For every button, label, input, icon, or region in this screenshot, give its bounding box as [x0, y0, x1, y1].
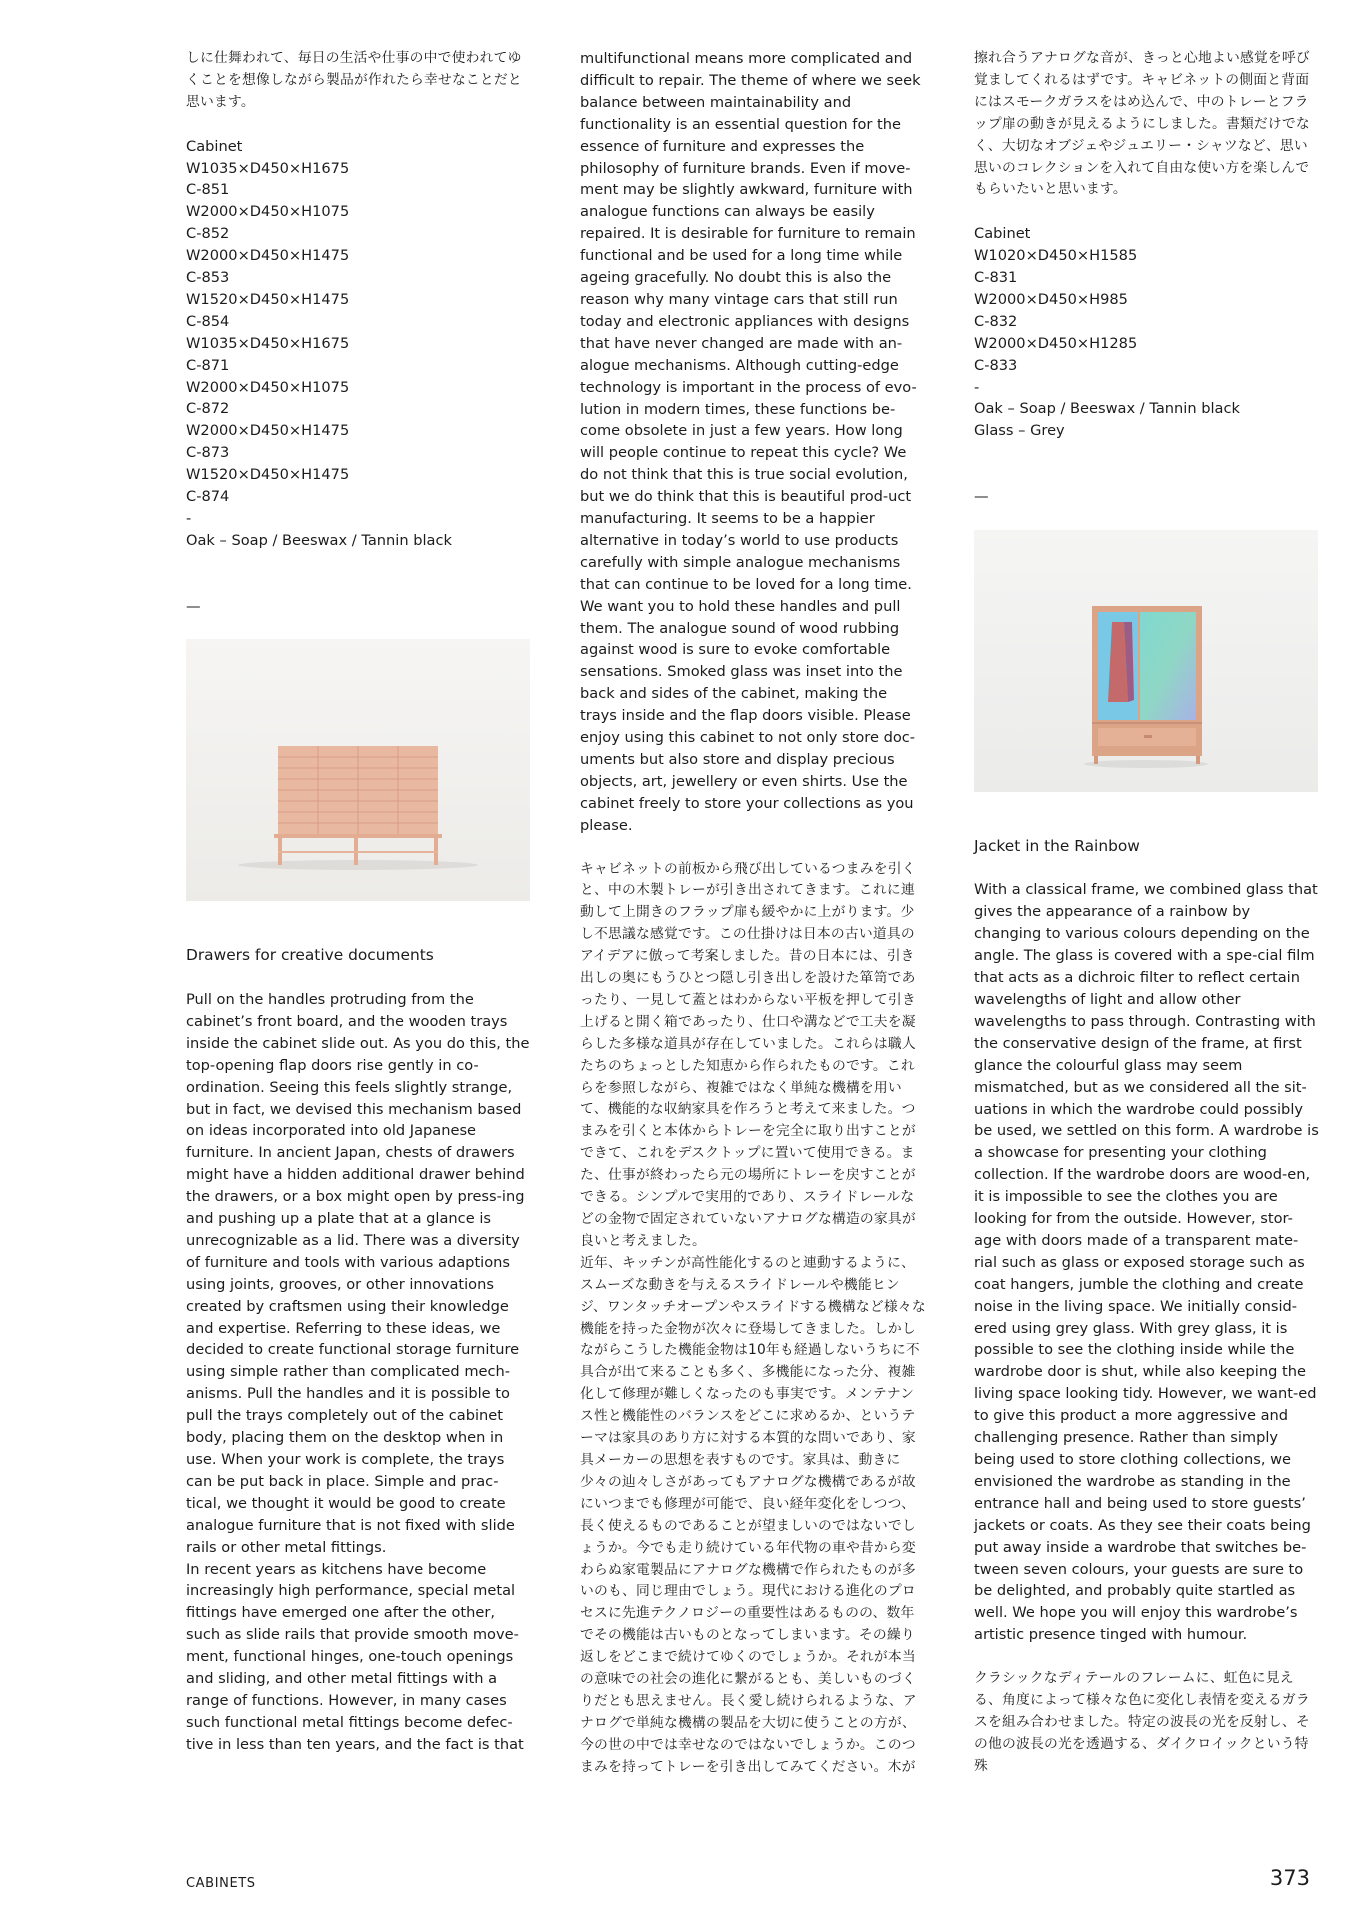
rainbow-wardrobe-illustration	[974, 530, 1318, 792]
spec-list-wardrobe: Cabinet W1020×D450×H1585 C-831 W2000×D450×H985 C-832 W2000×D450×H1285 C-833 - Oak – Soap / Beeswax / Tannin black Glass – Grey	[974, 225, 1240, 440]
drawers-body-text: Pull on the handles protruding from the cabinet’s front board, and the wooden trays inside the cabinet slide out. As you do this, the top-opening flap doors rise gently in co-ordination. Seeing this feels slightly strange, but in fact, we devised this mechanism based on ideas incorporated into old Japanese furniture. In ancient Japan, chests of drawers might have a hidden additional drawer behind the drawers, or a box might open by press-ing and pushing up a plate that at a glance is unrecognizable as a lid. There was a diversity of furniture and tools with various adaptions using joints, grooves, or other innovations created by craftsmen using their knowledge and expertise. Referring to these ideas, we decided to create functional storage furniture using simple rather than complicated mech-anisms. Pull the handles and it is possible to pull the trays completely out of the cabinet body, placing them on the desktop when in use. When your work is complete, the trays can be put back in place. Simple and prac-tical, we thought it would be good to create analogue furniture that is not fixed with slide rails or other metal fittings.	[186, 990, 530, 1556]
drawers-body-continued: multifunctional means more complicated and difficult to repair. The theme of where we seek balance between maintainability and functionality is an essential question for the essence of furniture and expresses the philosophy of furniture brands. Even if move-ment may be slightly awkward, furniture with analogue functions can always be easily repaired. It is desirable for furniture to remain functional and be used for a long time while ageing gracefully. No doubt this is also the reason why many vintage cars that still run today and electronic appliances with designs that have never changed are made with an-alogue mechanisms. Although cutting-edge technology is important in the process of evo-lution in modern times, these functions be-come obsolete in just a few years. How long will people continue to repeat this cycle? We do not think that this is true social evolution, but we do think that this is beautiful prod-uct manufacturing. It seems to be a happier alternative in today’s world to use products carefully with simple analogue mechanisms that can continue to be loved for a long time. We want you to hold these handles and pull them. The analogue sound of wood rubbing against wood is sure to evoke comfortable sensations. Smoked glass was inset into the back and sides of the cabinet, making the trays inside and the flap doors visible. Please enjoy using this cabinet to not only store doc-uments but also store and display precious objects, art, jewellery or even shirts. Use the cabinet freely to store your collections as you please.	[580, 50, 921, 834]
section-divider: —	[974, 488, 989, 506]
jp-body-text-2: 近年、キッチンが高性能化するのと連動するように、スムーズな動きを与えるスライドレールや機能ヒンジ、ワンタッチオープンやスライドする機構など様々な機能を持った金物が次々に登場してきました。しかしながらこうした機能金物は10年も経過しないうちに不具合が出て来ることも多く、多機能になった分、複雑化して修理が難しくなったのも事実です。メンテナンス性と機能性のバランスをどこに求めるか、というテーマは家具のあり方に対する本質的な問いであり、家具メーカーの思想を表すものです。家具は、動きに少々の辿々しさがあってもアナログな機構であるが故にいつまでも修理が可能で、良い経年変化をしつつ、長く使えるものであることが望ましいのではないでしょうか。今でも走り続けている年代物の車や昔から変わらぬ家電製品にアナログな機構で作られたものが多いのも、同じ理由でしょう。現代における進化のプロセスに先進テクノロジーの重要性はあるものの、数年でその機能は古いものとなってしまいます。その繰り返しをどこまで続けてゆくのでしょうか。それが本当の意味での社会の進化に繋がるとも、美しいものづくりだとも思えません。長く愛し続けられるような、アナログで単純な機構の製品を大切に使うことの方が、今の世の中では幸せなのではないでしょうか。このつまみを持ってトレーを引き出してみてください。木が	[580, 1254, 926, 1775]
spec-list-drawers: Cabinet W1035×D450×H1675 C-851 W2000×D450×H1075 C-852 W2000×D450×H1475 C-853 W1520×D450×H1475 C-854 W1035×D450×H1675 C-871 W2000×D450×H1075 C-872 W2000×D450×H1475 C-873 W1520×D450×H1475 C-874 - Oak – Soap / Beeswax / Tannin black	[186, 137, 452, 549]
column-1	[186, 48, 532, 1756]
rainbow-title: Jacket in the Rainbow	[974, 836, 1140, 855]
jp-intro-text: しに仕舞われて、毎日の生活や仕事の中で使われてゆくことを想像しながら製品が作れたら幸せなことだと思います。	[186, 50, 522, 110]
column-2	[580, 48, 926, 1779]
jp-intro-continued: 擦れ合うアナログな音が、きっと心地よい感覚を呼び覚ましてくれるはずです。キャビネットの側面と背面にはスモークガラスをはめ込んで、中のトレーとフラップ扉の動きが見えるようにしました。書類だけでなく、大切なオブジェやジュエリー・シャツなど、思い思いのコレクションを入れて自由な使い方を楽しんでもらいたいと思います。	[974, 50, 1310, 198]
section-label: CABINETS	[186, 1876, 256, 1891]
drawers-body-text-2: In recent years as kitchens have become increasingly high performance, special metal fittings have emerged one after the other, such as slide rails that provide smooth move-ment, functional hinges, one-touch openings and sliding, and other metal fittings with a range of functions. However, in many cases such functional metal fittings become defec-tive in less than ten years, and the fact is that	[186, 1560, 524, 1753]
rainbow-wardrobe-photo	[974, 530, 1318, 792]
jp-body-text-1: キャビネットの前板から飛び出しているつまみを引くと、中の木製トレーが引き出されてきます。これに連動して上開きのフラップ扉も緩やかに上がります。少し不思議な感覚です。この仕掛けは日本の古い道具のアイデアに倣って考案しました。昔の日本には、引き出しの奥にもうひとつ隠し引き出しを設けた箪笥であったり、一見して蓋とはわからない平板を押して引き上げると開く箱であったり、仕口や溝などで工夫を凝らした多様な道具が存在していました。これらは職人たちのちょっとした知恵から作られたものです。これらを参照しながら、複雑ではなく単純な機構を用いて、機能的な収納家具を作ろうと考えて来ました。つまみを引くと本体からトレーを完全に取り出すことができて、これをデスクトップに置いて使用できる。また、仕事が終わったら元の場所にトレーを戻すことができる。シンプルで実用的であり、スライドレールなどの金物で固定されていないアナログな構造の家具が良いと考えました。	[580, 860, 916, 1249]
drawers-cabinet-illustration	[186, 639, 530, 901]
column-3	[974, 48, 1320, 1778]
drawers-cabinet-photo	[186, 639, 530, 901]
drawers-title: Drawers for creative documents	[186, 946, 434, 965]
rainbow-body-text: With a classical frame, we combined glass that gives the appearance of a rainbow by changing to various colours depending on the angle. The glass is covered with a spe-cial film that acts as a dichroic filter to reflect certain wavelengths of light and allow other wavelengths to pass through. Contrasting with the conservative design of the frame, at first glance the colourful glass may seem mismatched, but as we considered all the sit-uations in which the wardrobe could possibly be used, we settled on this form. A wardrobe is a showcase for presenting your clothing collection. If the wardrobe doors are wood-en, it is impossible to see the clothes you are looking for from the outside. However, stor-age with doors made of a transparent mate-rial such as glass or exposed storage such as coat hangers, jumble the clothing and create noise in the living space. We initially consid-ered using grey glass. With grey glass, it is possible to see the clothing inside while the wardrobe door is shut, while also keeping the living space looking tidy. However, we want-ed to give this product a more aggressive and challenging presence. Rather than simply being used to store clothing collections, we envisioned the wardrobe as standing in the entrance hall and being used to store guests’ jackets or coats. As they see their coats being put away inside a wardrobe that switches be-tween seven colours, your guests are sure to be delighted, and probably quite startled as well. We hope you will enjoy this wardrobe’s artistic presence tinged with humour.	[974, 881, 1319, 1644]
page-number: 373	[1269, 1866, 1310, 1890]
rainbow-jp-text: クラシックなディテールのフレームに、虹色に見える、角度によって様々な色に変化し表情を変えるガラスを組み合わせました。特定の波長の光を反射し、その他の波長の光を透過する、ダイクロイックという特殊	[974, 1670, 1310, 1774]
section-divider: —	[186, 597, 201, 615]
